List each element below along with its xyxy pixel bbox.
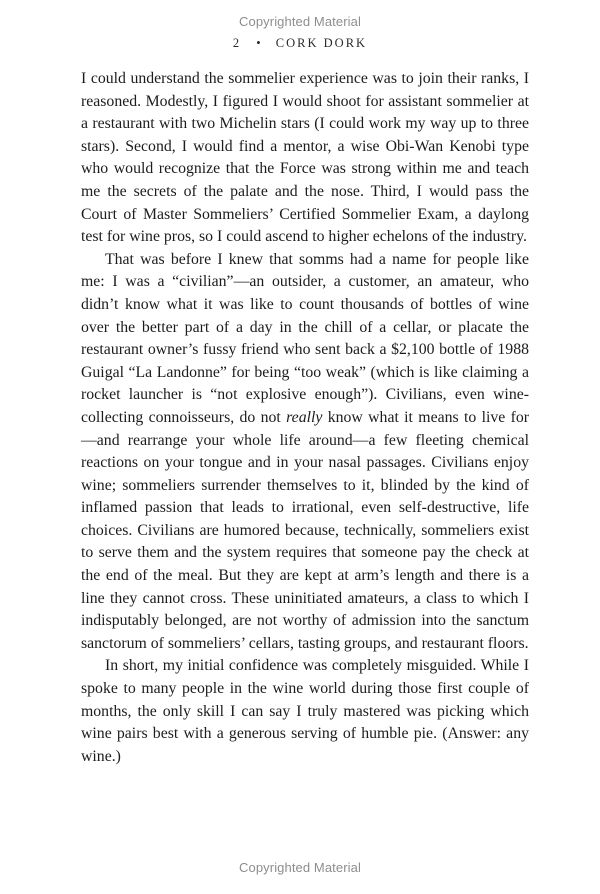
paragraph-1: I could understand the sommelier experience was to join their ranks, I reasoned. Modestly, I figured I would shoot for assistant sommelier at a restaurant with two Michelin stars (I could work my way up to three stars). Second, I would find a mentor, a wise Obi-Wan Kenobi type who would recognize that the Force was strong within me and teach me the secrets of the palate and the nose. Third, I would pass the Court of Master Sommeliers’ Certified Sommelier Exam, a daylong test for wine pros, so I could ascend to higher echelons of the industry.	[81, 70, 529, 246]
page-number: 2	[232, 36, 242, 50]
copyright-watermark-bottom: Copyrighted Material	[239, 860, 361, 875]
copyright-watermark-top: Copyrighted Material	[239, 14, 361, 29]
paragraph-2	[81, 249, 529, 656]
book-title: CORK DORK	[275, 36, 368, 50]
body-text	[81, 68, 529, 768]
running-head	[0, 36, 600, 51]
emphasis-really: really	[286, 408, 323, 426]
paragraph-2-part-2: know what it means to live for—and rearrange your whole life around—a few fleeting chemical reactions on your tongue and in your nasal passages. Civilians enjoy wine; sommeliers surrender themselves to it, blinded by the kind of inflamed passion that leads to irrational, even self-destructive, life choices. Civilians are humored because, technically, sommeliers exist to serve them and the system requires that someone pay the check at the end of the meal. But they are kept at arm’s length and there is a line they cannot cross. These uninitiated amateurs, a class to which I indisputably belonged, are not worthy of admission into the sanctum sanctorum of sommeliers’ cellars, tasting groups, and restaurant floors.	[81, 408, 529, 652]
running-head-separator: •	[256, 36, 261, 50]
paragraph-3: In short, my initial confidence was completely misguided. While I spoke to many people in the wine world during those first couple of months, the only skill I can say I truly mastered was picking which wine pairs best with a generous serving of humble pie. (Answer: any wine.)	[81, 657, 529, 765]
paragraph-2-part-1: That was before I knew that somms had a name for people like me: I was a “civilian”—an outsider, a customer, an amateur, who didn’t know what it was like to count thousands of bottles of wine over the better part of a day in the chill of a cellar, or placate the restaurant owner’s fussy friend who sent back a $2,100 bottle of 1988 Guigal “La Landonne” for being “too weak” (which is like claiming a rocket launcher is “not explosive enough”). Civilians, even wine-collecting connoisseurs, do not	[81, 250, 529, 426]
